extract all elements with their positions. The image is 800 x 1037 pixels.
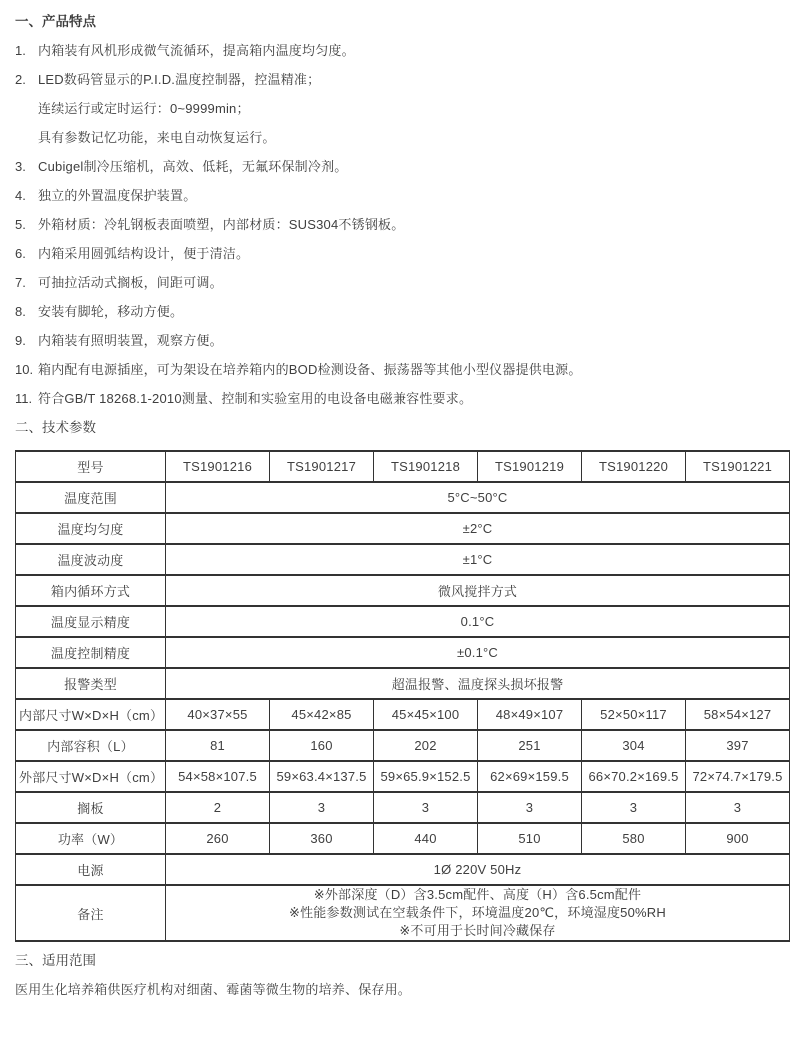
spec-value-cell: 440 [374, 823, 478, 854]
spec-value-cell: 52×50×117 [582, 699, 686, 730]
feature-text: 可抽拉活动式搁板，间距可调。 [38, 275, 223, 290]
row-label: 温度均匀度 [16, 513, 166, 544]
spec-row-display-precision [16, 606, 790, 637]
feature-number: 10. [15, 362, 34, 377]
feature-number: 5. [15, 217, 26, 232]
feature-number: 9. [15, 333, 26, 348]
spec-value-cell: 3 [374, 792, 478, 823]
row-label: 温度显示精度 [16, 606, 166, 637]
specs-section-heading: 二、技术参数 [15, 420, 96, 435]
spec-value-cell: 3 [478, 792, 582, 823]
feature-text: LED数码管显示的P.I.D.温度控制器，控温精准； [38, 72, 321, 87]
spec-value-cell: 202 [374, 730, 478, 761]
spec-row-circulation [16, 575, 790, 606]
row-label: 搁板 [16, 792, 166, 823]
spec-value-cell: 900 [686, 823, 790, 854]
feature-text: 独立的外置温度保护装置。 [38, 188, 197, 203]
scope-section-heading: 三、适用范围 [15, 953, 96, 968]
model-cell: TS1901221 [686, 451, 790, 482]
feature-number: 3. [15, 159, 26, 174]
feature-number: 2. [15, 72, 26, 87]
spec-value-cell: 48×49×107 [478, 699, 582, 730]
model-cell: TS1901216 [166, 451, 270, 482]
feature-text: Cubigel制冷压缩机，高效、低耗，无氟环保制冷剂。 [38, 159, 348, 174]
spec-value-cell: 251 [478, 730, 582, 761]
feature-item [15, 210, 788, 239]
row-label: 内部容积（L） [16, 730, 166, 761]
spec-value-cell: ±0.1°C [166, 637, 790, 668]
row-label: 备注 [16, 885, 166, 941]
spec-value-cell: 微风搅拌方式 [166, 575, 790, 606]
spec-row-temp-range [16, 482, 790, 513]
feature-number: 11. [15, 391, 33, 406]
feature-number: 7. [15, 275, 26, 290]
feature-item [15, 181, 788, 210]
spec-row-fluctuation [16, 544, 790, 575]
spec-value-cell: 3 [582, 792, 686, 823]
spec-value-cell: 59×65.9×152.5 [374, 761, 478, 792]
spec-value-cell: 2 [166, 792, 270, 823]
spec-row-shelves [16, 792, 790, 823]
feature-item [15, 239, 788, 268]
spec-value-cell: 66×70.2×169.5 [582, 761, 686, 792]
model-cell: TS1901219 [478, 451, 582, 482]
model-cell: TS1901218 [374, 451, 478, 482]
row-label: 外部尺寸W×D×H（cm） [16, 761, 166, 792]
model-cell: TS1901220 [582, 451, 686, 482]
feature-item [15, 297, 788, 326]
spec-value-cell: 3 [686, 792, 790, 823]
spec-row-uniformity [16, 513, 790, 544]
spec-row-supply [16, 854, 790, 885]
spec-row-remarks [16, 885, 790, 941]
feature-item [15, 152, 788, 181]
spec-value-cell: ±2°C [166, 513, 790, 544]
row-label: 温度范围 [16, 482, 166, 513]
feature-text: 内箱装有风机形成微气流循环，提高箱内温度均匀度。 [38, 43, 355, 58]
spec-value-cell: 81 [166, 730, 270, 761]
feature-number: 6. [15, 246, 26, 261]
feature-text: 具有参数记忆功能，来电自动恢复运行。 [38, 130, 276, 145]
row-label: 温度波动度 [16, 544, 166, 575]
feature-item [15, 326, 788, 355]
spec-row-alarm [16, 668, 790, 699]
feature-text: 安装有脚轮，移动方便。 [38, 304, 184, 319]
spec-value-cell: 58×54×127 [686, 699, 790, 730]
spec-row-outer-size [16, 761, 790, 792]
feature-number: 8. [15, 304, 26, 319]
spec-value-cell: 72×74.7×179.5 [686, 761, 790, 792]
spec-row-power [16, 823, 790, 854]
feature-item [15, 268, 788, 297]
feature-item [15, 355, 788, 384]
spec-value-cell: 45×45×100 [374, 699, 478, 730]
remark-text: ※不可用于长时间冷藏保存 [399, 923, 556, 938]
spec-value-cell: 360 [270, 823, 374, 854]
feature-item [15, 384, 788, 413]
feature-number: 4. [15, 188, 26, 203]
spec-value-cell: 62×69×159.5 [478, 761, 582, 792]
row-label: 电源 [16, 854, 166, 885]
feature-text: 内箱采用圆弧结构设计，便于清洁。 [38, 246, 250, 261]
row-label: 箱内循环方式 [16, 575, 166, 606]
spec-row-volume [16, 730, 790, 761]
spec-value-cell: 160 [270, 730, 374, 761]
scope-text: 医用生化培养箱供医疗机构对细菌、霉菌等微生物的培养、保存用。 [15, 982, 412, 997]
feature-text: 符合GB/T 18268.1-2010测量、控制和实验室用的电设备电磁兼容性要求。 [38, 391, 473, 406]
spec-value-cell: 超温报警、温度探头损坏报警 [166, 668, 790, 699]
spec-value-cell: 3 [270, 792, 374, 823]
feature-number: 1. [15, 43, 26, 58]
remark-text: ※外部深度（D）含3.5cm配件、高度（H）含6.5cm配件 [313, 887, 642, 902]
feature-text: 内箱装有照明装置，观察方便。 [38, 333, 223, 348]
row-label: 功率（W） [16, 823, 166, 854]
feature-item [15, 36, 788, 65]
spec-table [15, 450, 790, 942]
feature-text: 连续运行或定时运行：0~9999min； [38, 101, 250, 116]
spec-row-inner-size [16, 699, 790, 730]
spec-value-cell: 397 [686, 730, 790, 761]
spec-value-cell: 1Ø 220V 50Hz [166, 854, 790, 885]
row-label: 型号 [16, 451, 166, 482]
remarks-cell [166, 885, 790, 941]
feature-item [15, 65, 788, 152]
feature-text: 箱内配有电源插座，可为架设在培养箱内的BOD检测设备、振荡器等其他小型仪器提供电源。 [38, 362, 582, 377]
spec-value-cell: 0.1°C [166, 606, 790, 637]
spec-value-cell: 304 [582, 730, 686, 761]
spec-value-cell: 580 [582, 823, 686, 854]
row-label: 报警类型 [16, 668, 166, 699]
spec-row-control-precision [16, 637, 790, 668]
spec-row-model [16, 451, 790, 482]
spec-value-cell: 40×37×55 [166, 699, 270, 730]
spec-value-cell: ±1°C [166, 544, 790, 575]
spec-value-cell: 54×58×107.5 [166, 761, 270, 792]
row-label: 温度控制精度 [16, 637, 166, 668]
spec-value-cell: 260 [166, 823, 270, 854]
remark-text: ※性能参数测试在空载条件下，环境温度20℃，环境湿度50%RH [289, 905, 666, 920]
spec-value-cell: 59×63.4×137.5 [270, 761, 374, 792]
features-list [15, 36, 788, 413]
spec-value-cell: 45×42×85 [270, 699, 374, 730]
feature-text: 外箱材质：冷轧钢板表面喷塑，内部材质：SUS304不锈钢板。 [38, 217, 405, 232]
features-section-heading: 一、产品特点 [15, 14, 96, 29]
row-label: 内部尺寸W×D×H（cm） [16, 699, 166, 730]
spec-value-cell: 510 [478, 823, 582, 854]
model-cell: TS1901217 [270, 451, 374, 482]
spec-value-cell: 5°C~50°C [166, 482, 790, 513]
